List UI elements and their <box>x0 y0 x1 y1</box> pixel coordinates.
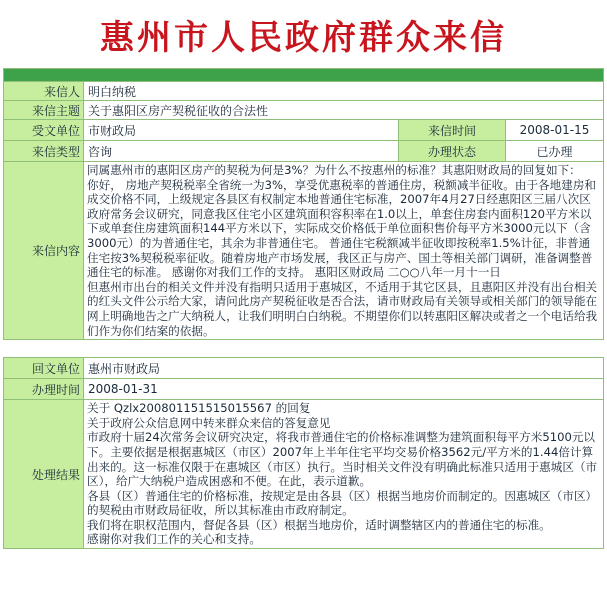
result-paragraph: 各县（区）普通住宅的价格标准，按规定是由各县（区）根据当地房价而制定的。因惠城区（市区）的契税由市财政局征收，所以其标准由市政府制定。 <box>87 488 598 518</box>
result-paragraph: 我们将在职权范围内，督促各县（区）根据当地房价，适时调整辖区内的普通住宅的标准。 <box>87 517 551 532</box>
type-status-row <box>4 140 603 161</box>
content-paragraph: 你好， 房地产契税税率全省统一为3%，享受优惠税率的普通住房，税额减半征收。由于各地建房和成交价格不同，上级规定各县区有权制定本地普通住宅标准，2007年4月27日经惠阳区三届八次区政府常务会议研究，同意我区住宅小区建筑面积容积率在1.0以上，单套住房套内面积120平方米以下或单套住房建筑面积144平方米以下，实际成交价格低于单位面积售价每平方米3000元以下（含3000元）的为普通住宅，其余为非普通住宅。 普通住宅税额减半征收即按税率1.5%计征，非普通住宅按3%契税税率征收。随着房地产市场发展，我区正与房产、国土等相关部门调研，准备调整普通住宅的标准。 感谢你对我们工作的支持。 惠阳区财政局 二○○八年一月十一日 <box>87 177 597 280</box>
reply-time-label: 办理时间 <box>4 379 84 399</box>
sender-value: 明白纳税 <box>84 82 603 100</box>
content-text <box>84 162 603 339</box>
content-paragraph: 但惠州市出台的相关文件并没有指明只适用于惠城区，不适用于其它区县，且惠阳区并没有出台相关的红头文件公示给大家，请问此房产契税征收是否合法，请市财政局有关领导或相关部门的领导能在网上明确地告之广大纳税人，让我们明明白白纳税。不期望你们以转惠阳区解决或者之一个电话给我们作为你们结案的依据。 <box>87 279 598 338</box>
dept-label: 受文单位 <box>4 120 84 140</box>
dept-date-row <box>4 119 603 140</box>
sender-label: 来信人 <box>4 82 84 100</box>
result-row <box>4 399 603 548</box>
result-paragraph: 关于 Qzlx200801151515015567 的回复 <box>87 401 311 416</box>
page-title: 惠州市人民政府群众来信 <box>100 17 507 58</box>
reply-unit-value: 惠州市财政局 <box>84 358 603 378</box>
result-text <box>84 400 603 548</box>
subject-value: 关于惠阳区房产契税征收的合法性 <box>84 101 603 119</box>
sender-row <box>4 81 603 100</box>
subject-row <box>4 100 603 119</box>
result-paragraph: 市政府十届24次常务会议研究决定，将我市普通住宅的价格标准调整为建筑面积每平方米5100元以下。主要依据是根据惠城区（市区）2007年上半年住宅平均交易价格3562元/平方米的1.44倍计算出来的。这一标准仅限于在惠城区（市区）执行。当时相关文件没有明确此标准只适用于惠城区（市区），给广大纳税户造成困惑和不便。在此，表示道歉。 <box>87 430 598 489</box>
panel-header-bar <box>4 69 603 81</box>
reply-time-row <box>4 378 603 399</box>
reply-panel <box>3 357 604 549</box>
letter-panel <box>3 68 604 340</box>
subject-label: 来信主题 <box>4 101 84 119</box>
result-label: 处理结果 <box>4 400 84 548</box>
type-label: 来信类型 <box>4 141 84 161</box>
date-value: 2008-01-15 <box>519 123 590 137</box>
dept-value: 市财政局 <box>84 120 398 140</box>
reply-unit-label: 回文单位 <box>4 358 84 378</box>
type-value: 咨询 <box>84 141 398 161</box>
date-label: 来信时间 <box>398 120 506 140</box>
content-paragraph: 同属惠州市的惠阳区房产的契税为何是3%？为什么不按惠州的标准？其惠阳财政局的回复如下： <box>87 163 581 177</box>
content-row <box>4 161 603 339</box>
reply-time-value: 2008-01-31 <box>84 379 603 399</box>
result-paragraph: 关于政府公众信息网中转来群众来信的答复意见 <box>87 415 331 430</box>
content-label: 来信内容 <box>4 162 84 339</box>
result-paragraph: 感谢你对我们工作的关心和支持。 <box>87 532 261 547</box>
reply-unit-row <box>4 358 603 378</box>
status-value: 已办理 <box>536 144 573 159</box>
status-label: 办理状态 <box>398 141 506 161</box>
